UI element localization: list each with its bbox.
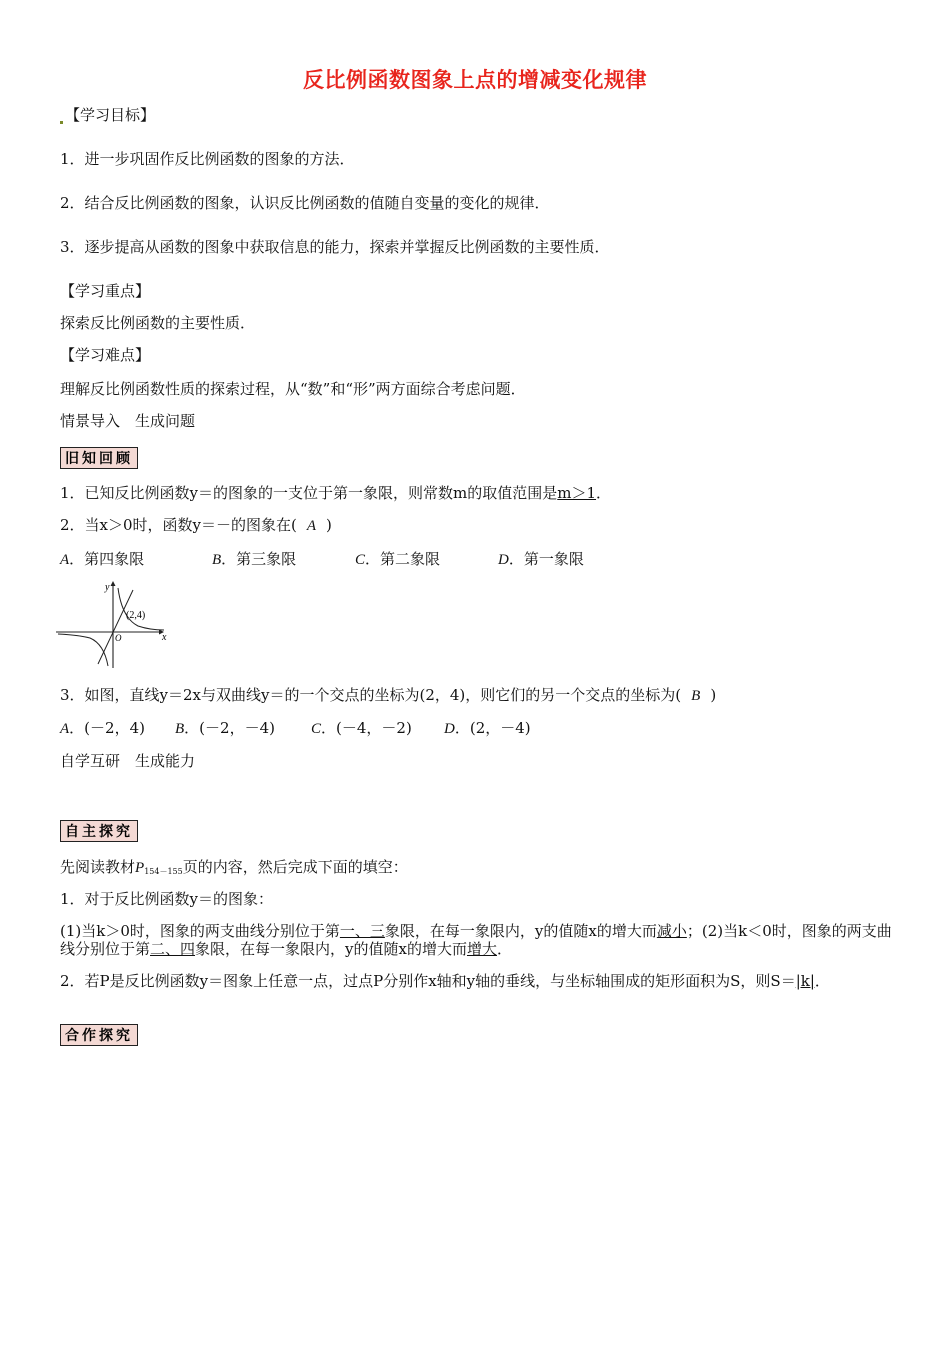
question-2: [60, 516, 332, 535]
option-letter: A: [60, 552, 70, 568]
goals-heading: 【学习目标】: [65, 106, 156, 124]
item-1-answer-4: 增大: [466, 940, 497, 958]
question-1-text: 1．已知反比例函数y＝的图象的一支位于第一象限，则常数m的取值范围是: [60, 484, 558, 502]
option-text: ．(－2，4): [69, 719, 145, 737]
option-text: ．第四象限: [69, 550, 145, 568]
question-3-answer: B: [691, 688, 701, 704]
option-a: [60, 719, 175, 738]
option-text: ．第一象限: [508, 550, 584, 568]
item-1-text: ；(2)当k＜0时，图象的两支曲线分别位于第: [60, 922, 892, 958]
option-letter: B: [212, 552, 222, 568]
goal-item: 1．进一步巩固作反比例函数的图象的方法．: [60, 150, 355, 168]
y-axis-arrow: [111, 581, 116, 586]
option-text: ．(－4，－2): [321, 719, 412, 737]
question-1: [60, 484, 611, 502]
item-1-answer-1: 一、三: [339, 922, 385, 940]
difficulty-text: 理解反比例函数性质的探索过程，从“数”和“形”两方面综合考虑问题．: [60, 380, 526, 398]
reading-text: 先阅读教材: [60, 858, 136, 876]
item-1-text: 象限，在每一象限内，y的值随x的增大而: [195, 940, 467, 958]
item-2-paragraph: [60, 972, 902, 990]
option-letter: C: [355, 552, 366, 568]
hyperbola-branch-2: [58, 634, 108, 666]
item-1-text: (1)当k＞0时，图象的两支曲线分别位于第: [60, 922, 340, 940]
option-c: [355, 550, 498, 569]
option-text: ．第二象限: [365, 550, 441, 568]
goal-item: 3．逐步提高从函数的图象中获取信息的能力，探索并掌握反比例函数的主要性质．: [60, 238, 610, 256]
page-range: 154－155: [144, 867, 183, 876]
coop-banner-text: 合作探究: [65, 1028, 133, 1044]
goals-heading-row: [60, 106, 155, 124]
question-3-end: ): [710, 686, 717, 704]
question-1-answer: m＞1: [557, 484, 597, 502]
reading-text-end: 页的内容，然后完成下面的填空：: [182, 858, 408, 876]
explore-banner-text: 自主探究: [65, 824, 133, 840]
hyperbola-branch-1: [118, 588, 164, 630]
page-title: 反比例函数图象上点的增减变化规律: [303, 68, 647, 92]
question-2-answer: A: [306, 518, 317, 534]
question-2-end: ): [326, 516, 332, 534]
goal-item: 2．结合反比例函数的图象，认识反比例函数的值随自变量的变化的规律．: [60, 194, 550, 212]
option-text: ．第三象限: [221, 550, 297, 568]
option-a: [60, 550, 212, 569]
option-c: [311, 719, 444, 738]
focus-text: 探索反比例函数的主要性质．: [60, 314, 256, 332]
review-banner: [60, 447, 138, 469]
question-3-text: 3．如图，直线y＝2x与双曲线y＝的一个交点的坐标为(2，4)，则它们的另一个交点的坐标为(: [60, 686, 682, 704]
item-2-answer: |k|: [795, 972, 815, 990]
option-b: [175, 719, 311, 738]
x-axis-label: x: [162, 632, 167, 643]
option-letter: D: [444, 721, 455, 737]
option-d: [498, 550, 584, 569]
item-1-answer-2: 减小: [656, 922, 687, 940]
y-axis-label: y: [105, 582, 110, 593]
marker-dot: [60, 121, 63, 124]
question-1-end: ．: [596, 484, 612, 502]
item-1: 1．对于反比例函数y＝的图象：: [60, 890, 274, 908]
review-banner-text: 旧知回顾: [65, 451, 133, 467]
page-symbol: P: [135, 860, 145, 876]
option-letter: D: [498, 552, 509, 568]
coop-banner: [60, 1024, 138, 1046]
focus-heading: 【学习重点】: [60, 282, 151, 300]
question-2-options: [60, 550, 584, 569]
option-text: ．(2，－4): [454, 719, 531, 737]
question-3: [60, 686, 716, 705]
question-3-options: [60, 719, 531, 738]
reading-instruction: [60, 858, 408, 881]
explore-banner: [60, 820, 138, 842]
self-study-label: 自学互研 生成能力: [60, 752, 196, 770]
item-1-answer-3: 二、四: [150, 940, 196, 958]
item-2-text: 2．若P是反比例函数y＝图象上任意一点，过点P分别作x轴和y轴的垂线，与坐标轴围成的矩形面积为S，则S＝: [60, 972, 796, 990]
question-2-text: 2．当x＞0时，函数y＝－的图象在(: [60, 516, 297, 534]
hyperbola-line-graph: [56, 578, 170, 670]
line-y-2x: [98, 590, 133, 664]
item-1-text: ．: [496, 940, 512, 958]
item-1-text: 象限，在每一象限内，y的值随x的增大而: [384, 922, 657, 940]
item-1-paragraph: [60, 922, 902, 958]
intro-label: 情景导入 生成问题: [60, 412, 196, 430]
option-b: [212, 550, 355, 569]
option-letter: C: [311, 721, 322, 737]
difficulty-heading: 【学习难点】: [60, 346, 151, 364]
intersection-point-label: (2,4): [126, 610, 146, 621]
origin-label: O: [115, 633, 122, 643]
option-letter: A: [60, 721, 70, 737]
item-2-text: ．: [814, 972, 830, 990]
option-d: [444, 719, 531, 738]
option-letter: B: [175, 721, 185, 737]
option-text: ．(－2，－4): [184, 719, 275, 737]
